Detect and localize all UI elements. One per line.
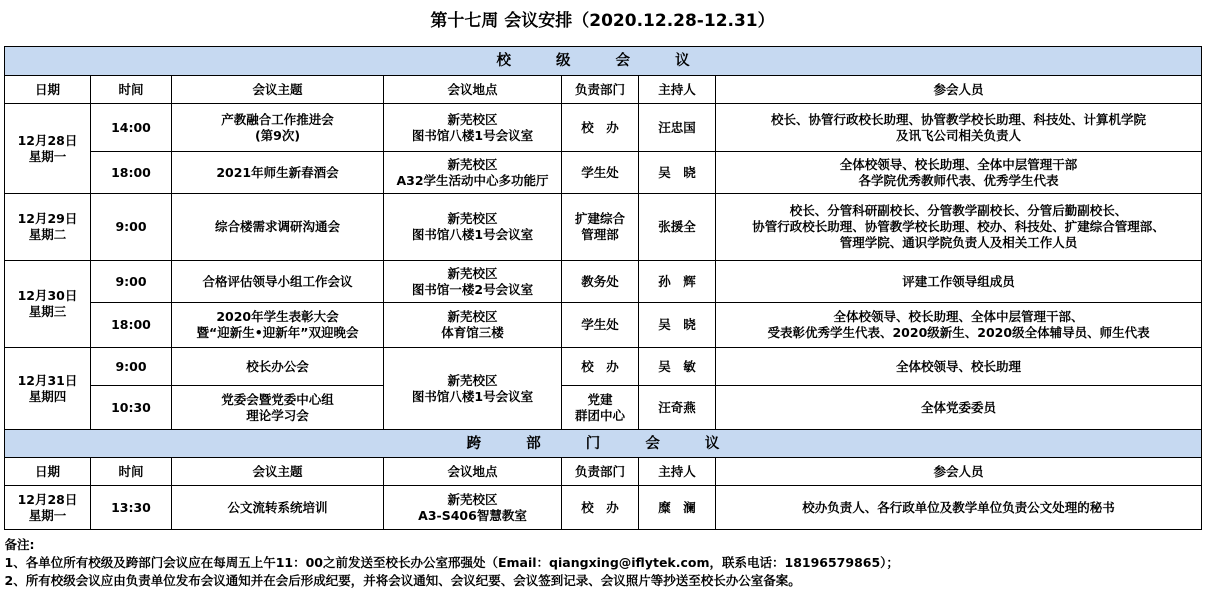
attendees-line: 管理学院、通识学院负责人及相关工作人员 [839, 235, 1078, 250]
dept-cell [562, 348, 639, 386]
location-cell [384, 303, 562, 348]
topic-cell [172, 261, 384, 303]
attendees-cell [716, 261, 1202, 303]
attendees-cell [716, 104, 1202, 152]
topic-cell [172, 303, 384, 348]
header-row [5, 76, 1202, 104]
attendees-line: 各学院优秀教师代表、优秀学生代表 [858, 172, 1059, 188]
attendees-line: 校办负责人、各行政单位及教学单位负责公文处理的秘书 [802, 499, 1115, 515]
dept-cell [562, 104, 639, 152]
column-header-topic: 会议主题 [172, 458, 384, 486]
column-header-location: 会议地点 [384, 458, 562, 486]
topic-line: 2021年师生新春酒会 [216, 164, 339, 180]
topic-cell [172, 194, 384, 261]
column-header-topic: 会议主题 [172, 76, 384, 104]
time-cell: 9:00 [91, 261, 172, 303]
column-header-time: 时间 [91, 76, 172, 104]
location-line: 新芜校区 [447, 491, 498, 507]
dept-cell [562, 261, 639, 303]
topic-line: 校长办公会 [246, 358, 309, 374]
table-row [5, 486, 1202, 530]
weekday-text: 星期一 [28, 507, 67, 523]
attendees-cell [716, 386, 1202, 430]
location-cell [384, 194, 562, 261]
date-cell [5, 261, 91, 348]
time-cell: 10:30 [91, 386, 172, 430]
weekday-text: 星期二 [28, 227, 67, 242]
attendees-line: 全体校领导、校长助理、全体中层管理干部 [839, 156, 1078, 172]
location-cell [384, 104, 562, 152]
dept-cell [562, 152, 639, 194]
note-item: 2、所有校级会议应由负责单位发布会议通知并在会后形成纪要，并将会议通知、会议纪要、会议签到记录、会议照片等抄送至校长办公室备案。 [4, 572, 801, 588]
host-cell: 汪忠国 [639, 104, 716, 152]
date-text: 12月29日 [17, 211, 78, 226]
section-title-school: 校 级 会 议 [5, 47, 1202, 76]
attendees-line: 协管行政校长助理、协管教学校长助理、校办、科技处、扩建综合管理部、 [752, 219, 1165, 234]
dept-line: 校 办 [581, 119, 619, 135]
time-cell: 13:30 [91, 486, 172, 530]
location-line: 新芜校区 [447, 265, 498, 281]
dept-line: 学生处 [581, 317, 619, 332]
dept-line: 教务处 [581, 273, 619, 289]
topic-cell [172, 104, 384, 152]
time-cell: 9:00 [91, 194, 172, 261]
topic-cell [172, 486, 384, 530]
dept-line: 管理部 [581, 227, 619, 242]
dept-line: 校 办 [581, 499, 619, 515]
dept-line: 扩建综合 [574, 211, 625, 226]
location-line: A32学生活动中心多功能厅 [396, 172, 549, 188]
attendees-cell [716, 348, 1202, 386]
location-line: 图书馆八楼1号会议室 [411, 388, 534, 404]
topic-line: 公文流转系统培训 [227, 499, 328, 515]
note-item: 1、各单位所有校级及跨部门会议应在每周五上午11：00之前发送至校长办公室邢强处（Email：qiangxing@iflytek.com，联系电话：18196579865）； [4, 554, 899, 570]
host-cell: 汪奇燕 [639, 386, 716, 430]
table-row [5, 104, 1202, 152]
column-header-time: 时间 [91, 458, 172, 486]
date-cell [5, 348, 91, 430]
column-header-date: 日期 [5, 458, 91, 486]
location-line: 新芜校区 [447, 111, 498, 127]
host-cell: 张援全 [639, 194, 716, 261]
notes-heading: 备注: [4, 536, 35, 552]
location-line: 新芜校区 [447, 309, 498, 324]
topic-line: 理论学习会 [246, 407, 309, 423]
date-cell [5, 194, 91, 261]
location-line: 图书馆一楼2号会议室 [411, 281, 534, 297]
host-cell: 吴 敏 [639, 348, 716, 386]
date-text: 12月31日 [17, 372, 78, 388]
date-text: 12月30日 [17, 288, 78, 303]
topic-cell [172, 152, 384, 194]
dept-line: 学生处 [581, 164, 619, 180]
header-row [5, 458, 1202, 486]
location-line: 体育馆三楼 [441, 325, 504, 340]
schedule-table [4, 46, 1202, 596]
location-cell [384, 261, 562, 303]
attendees-cell [716, 303, 1202, 348]
table-row [5, 303, 1202, 348]
weekday-text: 星期四 [28, 388, 67, 404]
table-row [5, 152, 1202, 194]
location-cell [384, 486, 562, 530]
location-line: 图书馆八楼1号会议室 [411, 127, 534, 143]
dept-cell [562, 303, 639, 348]
attendees-line: 受表彰优秀学生代表、2020级新生、2020级全体辅导员、师生代表 [767, 325, 1150, 340]
section-row [5, 430, 1202, 458]
dept-line: 党建 [587, 391, 613, 407]
attendees-cell [716, 486, 1202, 530]
section-row [5, 47, 1202, 76]
date-cell [5, 104, 91, 194]
attendees-line: 及讯飞公司相关负责人 [896, 127, 1022, 143]
host-cell: 吴 晓 [639, 152, 716, 194]
topic-cell [172, 386, 384, 430]
section-title-cross: 跨 部 门 会 议 [5, 430, 1202, 458]
column-header-attendees: 参会人员 [716, 76, 1202, 104]
column-header-dept: 负责部门 [562, 76, 639, 104]
location-line: 新芜校区 [447, 372, 498, 388]
column-header-attendees: 参会人员 [716, 458, 1202, 486]
date-text: 12月28日 [17, 491, 78, 507]
dept-cell [562, 194, 639, 261]
host-cell: 糜 澜 [639, 486, 716, 530]
attendees-line: 全体校领导、校长助理、全体中层管理干部、 [833, 309, 1084, 324]
weekday-text: 星期一 [28, 148, 67, 164]
notes-section [5, 530, 1202, 596]
dept-cell [562, 486, 639, 530]
dept-cell [562, 386, 639, 430]
topic-line: 产教融合工作推进会 [221, 111, 334, 127]
notes-row [5, 530, 1202, 596]
location-line: 新芜校区 [447, 156, 498, 172]
time-cell: 9:00 [91, 348, 172, 386]
location-line: 新芜校区 [447, 211, 498, 226]
date-cell [5, 486, 91, 530]
attendees-line: 全体校领导、校长助理 [896, 358, 1022, 374]
topic-line: 2020年学生表彰大会 [216, 309, 339, 324]
topic-line: 合格评估领导小组工作会议 [202, 273, 353, 289]
host-cell: 孙 辉 [639, 261, 716, 303]
date-text: 12月28日 [17, 132, 78, 148]
column-header-host: 主持人 [639, 458, 716, 486]
column-header-dept: 负责部门 [562, 458, 639, 486]
topic-line: 暨“迎新生•迎新年”双迎晚会 [196, 325, 359, 340]
topic-line: 综合楼需求调研沟通会 [214, 219, 340, 234]
dept-line: 校 办 [581, 358, 619, 374]
table-row [5, 261, 1202, 303]
column-header-date: 日期 [5, 76, 91, 104]
attendees-cell [716, 152, 1202, 194]
table-row [5, 386, 1202, 430]
attendees-line: 校长、协管行政校长助理、协管教学校长助理、科技处、计算机学院 [771, 111, 1147, 127]
attendees-line: 评建工作领导组成员 [902, 273, 1015, 289]
attendees-cell [716, 194, 1202, 261]
table-row [5, 194, 1202, 261]
attendees-line: 全体党委委员 [921, 399, 997, 415]
topic-line: 党委会暨党委中心组 [221, 391, 334, 407]
weekday-text: 星期三 [28, 304, 67, 319]
time-cell: 18:00 [91, 152, 172, 194]
column-header-host: 主持人 [639, 76, 716, 104]
table-row [5, 348, 1202, 386]
location-line: A3-S406智慧教室 [418, 507, 527, 523]
host-cell: 吴 晓 [639, 303, 716, 348]
location-line: 图书馆八楼1号会议室 [411, 227, 534, 242]
dept-line: 群团中心 [574, 407, 625, 423]
attendees-line: 校长、分管科研副校长、分管教学副校长、分管后勤副校长、 [789, 203, 1128, 218]
topic-cell [172, 348, 384, 386]
location-cell [384, 152, 562, 194]
location-cell [384, 348, 562, 430]
time-cell: 14:00 [91, 104, 172, 152]
time-cell: 18:00 [91, 303, 172, 348]
page-title: 第十七周 会议安排（2020.12.28-12.31） [430, 11, 775, 31]
topic-line: (第9次) [254, 127, 301, 143]
column-header-location: 会议地点 [384, 76, 562, 104]
